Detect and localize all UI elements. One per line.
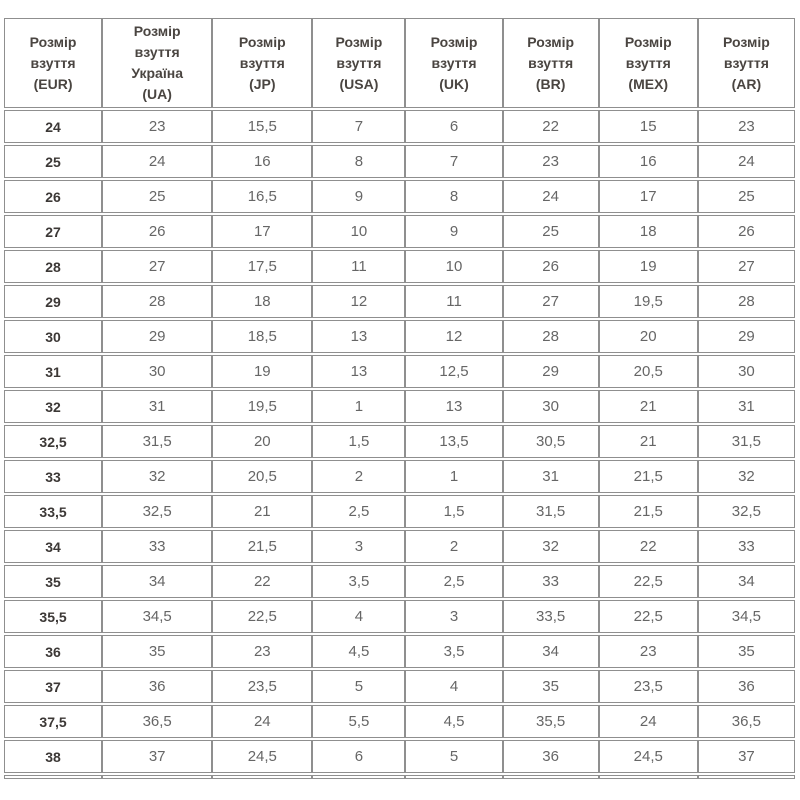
- size-cell-ar: 35: [698, 635, 795, 668]
- column-header-line: (MEX): [628, 75, 669, 92]
- size-cell-mex: 20,5: [599, 355, 698, 388]
- size-cell-usa: 13: [312, 355, 405, 388]
- table-row: [4, 460, 795, 493]
- size-cell-ar: 24: [698, 145, 795, 178]
- size-cell-mex: 19: [599, 250, 698, 283]
- size-cell-ar: 30: [698, 355, 795, 388]
- size-cell-jp: 20,5: [212, 460, 312, 493]
- table-row: [4, 425, 795, 458]
- column-header-mex: [599, 18, 698, 108]
- column-header-line: взуття: [723, 54, 769, 71]
- size-cell-usa: 3,5: [312, 565, 405, 598]
- size-cell-ua: 32: [102, 460, 212, 493]
- size-cell-eur: 24: [4, 110, 102, 143]
- size-cell-eur: 29: [4, 285, 102, 318]
- size-cell-ar: 32: [698, 460, 795, 493]
- table-row: [4, 355, 795, 388]
- size-cell-ar: 36: [698, 670, 795, 703]
- size-cell-usa: 5: [312, 670, 405, 703]
- table-row: [4, 110, 795, 143]
- size-cell-ar: 26: [698, 215, 795, 248]
- size-cell-mex: 20: [599, 320, 698, 353]
- column-header-line: Розмір: [238, 33, 286, 50]
- size-cell-ua: 27: [102, 250, 212, 283]
- size-cell-usa: 4,5: [312, 635, 405, 668]
- size-cell-usa: 8: [312, 145, 405, 178]
- table-row: [4, 600, 795, 633]
- column-header-line: взуття: [431, 54, 477, 71]
- size-cell-ua: 24: [102, 145, 212, 178]
- size-cell-uk: 3: [405, 600, 502, 633]
- size-cell-uk: 5: [405, 740, 502, 773]
- column-header-line: Розмір: [624, 33, 672, 50]
- size-cell-uk: 1: [405, 460, 502, 493]
- size-cell-jp: 23: [212, 635, 312, 668]
- size-cell-jp: 17: [212, 215, 312, 248]
- size-cell-ar: 31,5: [698, 425, 795, 458]
- size-cell-ua: 36,5: [102, 705, 212, 738]
- column-header-line: Розмір: [723, 33, 770, 50]
- size-cell-uk: 10: [405, 250, 502, 283]
- empty-cell: [4, 775, 102, 779]
- size-cell-ua: 32,5: [102, 495, 212, 528]
- size-cell-uk: 7: [405, 145, 502, 178]
- size-cell-usa: 6: [312, 740, 405, 773]
- size-cell-br: 36: [503, 740, 599, 773]
- size-cell-usa: 3: [312, 530, 405, 563]
- size-cell-ar: 27: [698, 250, 795, 283]
- size-cell-eur: 37,5: [4, 705, 102, 738]
- size-cell-eur: 31: [4, 355, 102, 388]
- size-cell-jp: 24,5: [212, 740, 312, 773]
- partial-cutoff-row: [4, 775, 795, 779]
- column-header-line: Розмір: [29, 33, 77, 50]
- column-header-line: (UK): [439, 75, 469, 92]
- size-cell-eur: 33: [4, 460, 102, 493]
- size-cell-jp: 17,5: [212, 250, 312, 283]
- size-cell-br: 22: [503, 110, 599, 143]
- size-cell-usa: 1: [312, 390, 405, 423]
- size-cell-br: 35: [503, 670, 599, 703]
- column-header-line: Розмір: [430, 33, 478, 50]
- size-cell-ar: 23: [698, 110, 795, 143]
- size-cell-mex: 22,5: [599, 565, 698, 598]
- size-cell-usa: 4: [312, 600, 405, 633]
- header-row: [4, 18, 795, 108]
- size-cell-mex: 18: [599, 215, 698, 248]
- size-cell-mex: 24,5: [599, 740, 698, 773]
- size-cell-usa: 2,5: [312, 495, 405, 528]
- size-cell-uk: 8: [405, 180, 502, 213]
- size-cell-uk: 1,5: [405, 495, 502, 528]
- table-row: [4, 250, 795, 283]
- size-cell-br: 35,5: [503, 705, 599, 738]
- size-cell-uk: 2: [405, 530, 502, 563]
- size-cell-mex: 21,5: [599, 460, 698, 493]
- column-header-ua: [102, 18, 212, 108]
- size-cell-ar: 31: [698, 390, 795, 423]
- column-header-eur: [4, 18, 102, 108]
- column-header-line: (EUR): [33, 75, 73, 92]
- column-header-line: взуття: [239, 54, 285, 71]
- size-cell-jp: 18,5: [212, 320, 312, 353]
- size-cell-ar: 34: [698, 565, 795, 598]
- table-row: [4, 320, 795, 353]
- size-cell-br: 30: [503, 390, 599, 423]
- size-chart-table-wrap: [4, 16, 795, 781]
- size-cell-ar: 28: [698, 285, 795, 318]
- column-header-br: [503, 18, 599, 108]
- size-cell-jp: 20: [212, 425, 312, 458]
- size-cell-br: 24: [503, 180, 599, 213]
- size-cell-ua: 26: [102, 215, 212, 248]
- size-cell-uk: 4: [405, 670, 502, 703]
- table-row: [4, 705, 795, 738]
- column-header-line: Україна: [131, 65, 184, 81]
- size-cell-usa: 10: [312, 215, 405, 248]
- size-cell-br: 31: [503, 460, 599, 493]
- empty-cell: [698, 775, 795, 779]
- size-cell-jp: 19: [212, 355, 312, 388]
- column-header-line: (USA): [339, 75, 379, 92]
- size-cell-ar: 36,5: [698, 705, 795, 738]
- size-cell-ua: 23: [102, 110, 212, 143]
- size-cell-eur: 37: [4, 670, 102, 703]
- column-header-line: (BR): [535, 75, 566, 92]
- size-cell-br: 28: [503, 320, 599, 353]
- size-cell-usa: 9: [312, 180, 405, 213]
- size-cell-br: 23: [503, 145, 599, 178]
- size-cell-br: 25: [503, 215, 599, 248]
- column-header-usa: [312, 18, 405, 108]
- size-cell-uk: 13: [405, 390, 502, 423]
- column-header-uk: [405, 18, 502, 108]
- column-header-line: взуття: [528, 54, 574, 71]
- size-cell-ar: 32,5: [698, 495, 795, 528]
- column-header-line: (JP): [249, 75, 276, 92]
- size-cell-eur: 25: [4, 145, 102, 178]
- size-cell-mex: 21: [599, 425, 698, 458]
- size-cell-uk: 6: [405, 110, 502, 143]
- size-cell-eur: 34: [4, 530, 102, 563]
- size-cell-ua: 30: [102, 355, 212, 388]
- size-cell-eur: 26: [4, 180, 102, 213]
- table-row: [4, 215, 795, 248]
- size-cell-mex: 21,5: [599, 495, 698, 528]
- size-cell-usa: 12: [312, 285, 405, 318]
- size-cell-jp: 24: [212, 705, 312, 738]
- empty-cell: [312, 775, 405, 779]
- size-cell-br: 30,5: [503, 425, 599, 458]
- size-cell-eur: 27: [4, 215, 102, 248]
- size-cell-ar: 33: [698, 530, 795, 563]
- size-cell-mex: 17: [599, 180, 698, 213]
- shoe-size-conversion-table: [4, 16, 795, 781]
- size-cell-usa: 7: [312, 110, 405, 143]
- column-header-line: взуття: [134, 44, 180, 60]
- size-cell-ar: 37: [698, 740, 795, 773]
- size-cell-uk: 11: [405, 285, 502, 318]
- size-cell-ua: 28: [102, 285, 212, 318]
- size-cell-usa: 5,5: [312, 705, 405, 738]
- size-cell-ua: 34,5: [102, 600, 212, 633]
- size-cell-ar: 34,5: [698, 600, 795, 633]
- size-cell-mex: 16: [599, 145, 698, 178]
- size-cell-eur: 33,5: [4, 495, 102, 528]
- size-cell-eur: 35,5: [4, 600, 102, 633]
- empty-cell: [212, 775, 312, 779]
- size-cell-usa: 1,5: [312, 425, 405, 458]
- column-header-line: Розмір: [133, 23, 181, 39]
- size-cell-jp: 21,5: [212, 530, 312, 563]
- size-cell-br: 27: [503, 285, 599, 318]
- size-cell-ar: 29: [698, 320, 795, 353]
- size-cell-mex: 23,5: [599, 670, 698, 703]
- size-cell-ua: 31,5: [102, 425, 212, 458]
- table-row: [4, 565, 795, 598]
- column-header-line: Розмір: [335, 33, 383, 50]
- table-row: [4, 530, 795, 563]
- table-row: [4, 285, 795, 318]
- column-header-line: взуття: [30, 54, 76, 71]
- column-header-line: взуття: [625, 54, 671, 71]
- size-cell-uk: 12,5: [405, 355, 502, 388]
- size-cell-ua: 37: [102, 740, 212, 773]
- size-cell-eur: 28: [4, 250, 102, 283]
- size-cell-usa: 11: [312, 250, 405, 283]
- column-header-line: Розмір: [527, 33, 575, 50]
- size-cell-uk: 13,5: [405, 425, 502, 458]
- size-cell-eur: 30: [4, 320, 102, 353]
- size-cell-ar: 25: [698, 180, 795, 213]
- size-cell-jp: 23,5: [212, 670, 312, 703]
- size-cell-mex: 19,5: [599, 285, 698, 318]
- size-cell-ua: 36: [102, 670, 212, 703]
- size-cell-br: 31,5: [503, 495, 599, 528]
- table-row: [4, 390, 795, 423]
- size-cell-mex: 23: [599, 635, 698, 668]
- size-cell-eur: 36: [4, 635, 102, 668]
- size-cell-br: 32: [503, 530, 599, 563]
- column-header-ar: [698, 18, 795, 108]
- size-cell-jp: 15,5: [212, 110, 312, 143]
- size-cell-uk: 2,5: [405, 565, 502, 598]
- table-row: [4, 145, 795, 178]
- size-cell-ua: 25: [102, 180, 212, 213]
- empty-cell: [503, 775, 599, 779]
- table-row: [4, 495, 795, 528]
- column-header-line: (UA): [142, 86, 172, 102]
- size-cell-usa: 2: [312, 460, 405, 493]
- size-cell-uk: 4,5: [405, 705, 502, 738]
- column-header-line: (AR): [731, 75, 762, 92]
- table-row: [4, 740, 795, 773]
- table-row: [4, 635, 795, 668]
- size-cell-ua: 35: [102, 635, 212, 668]
- size-cell-jp: 22,5: [212, 600, 312, 633]
- size-cell-ua: 31: [102, 390, 212, 423]
- table-row: [4, 180, 795, 213]
- size-cell-jp: 18: [212, 285, 312, 318]
- size-cell-br: 34: [503, 635, 599, 668]
- size-cell-mex: 22,5: [599, 600, 698, 633]
- size-cell-br: 33: [503, 565, 599, 598]
- size-cell-usa: 13: [312, 320, 405, 353]
- size-cell-mex: 21: [599, 390, 698, 423]
- table-body: [4, 110, 795, 779]
- size-cell-eur: 32,5: [4, 425, 102, 458]
- size-cell-uk: 12: [405, 320, 502, 353]
- empty-cell: [599, 775, 698, 779]
- size-cell-uk: 9: [405, 215, 502, 248]
- size-cell-eur: 32: [4, 390, 102, 423]
- column-header-jp: [212, 18, 312, 108]
- size-cell-br: 33,5: [503, 600, 599, 633]
- size-cell-eur: 38: [4, 740, 102, 773]
- size-cell-jp: 22: [212, 565, 312, 598]
- size-cell-br: 29: [503, 355, 599, 388]
- table-row: [4, 670, 795, 703]
- size-cell-jp: 21: [212, 495, 312, 528]
- empty-cell: [102, 775, 212, 779]
- size-cell-br: 26: [503, 250, 599, 283]
- size-cell-jp: 16: [212, 145, 312, 178]
- size-cell-uk: 3,5: [405, 635, 502, 668]
- empty-cell: [405, 775, 502, 779]
- size-cell-eur: 35: [4, 565, 102, 598]
- size-cell-mex: 22: [599, 530, 698, 563]
- size-cell-ua: 29: [102, 320, 212, 353]
- size-cell-jp: 16,5: [212, 180, 312, 213]
- size-cell-jp: 19,5: [212, 390, 312, 423]
- size-cell-mex: 15: [599, 110, 698, 143]
- size-cell-ua: 34: [102, 565, 212, 598]
- column-header-line: взуття: [336, 54, 382, 71]
- size-cell-ua: 33: [102, 530, 212, 563]
- size-cell-mex: 24: [599, 705, 698, 738]
